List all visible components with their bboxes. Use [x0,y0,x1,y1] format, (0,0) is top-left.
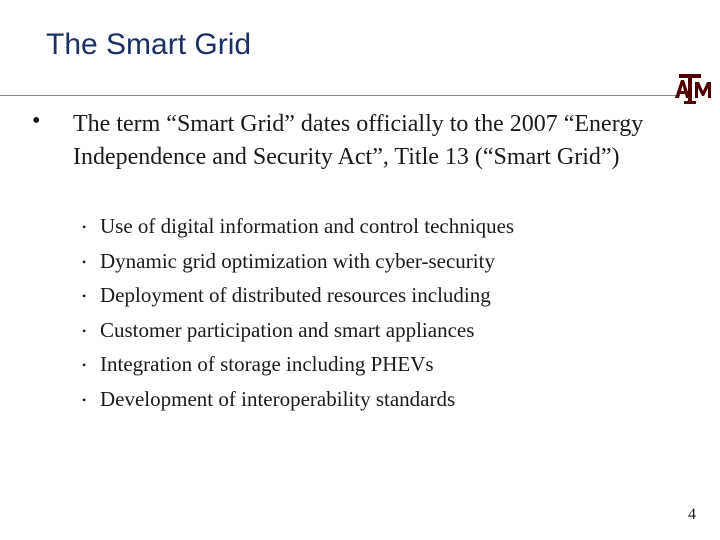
main-bullet-text: The term “Smart Grid” dates officially to the 2007 “Energy Independence and Security Act”, Title 13 (“Smart Grid”) [73,111,644,170]
sub-bullet-text: Development of interoperability standards [100,387,456,411]
title-divider [0,95,680,96]
sub-bullet-text: Use of digital information and control techniques [100,214,515,238]
bullet-marker: • [82,393,87,407]
bullet-marker: • [82,289,87,303]
sub-bullet-text: Dynamic grid optimization with cyber-security [100,249,495,273]
page-number: 4 [688,506,696,523]
sub-bullet-text: Deployment of distributed resources including [100,283,491,307]
texas-am-logo-icon [673,72,715,106]
bullet-marker: • [82,358,87,372]
bullet-marker: • [82,255,87,269]
sub-bullet-text: Customer participation and smart appliances [100,318,475,342]
bullet-marker: • [82,324,87,338]
bullet-marker: • [82,220,87,234]
main-bullet-marker: • [32,108,41,134]
slide-title: The Smart Grid [46,28,252,61]
sub-bullet-text: Integration of storage including PHEVs [100,352,434,376]
